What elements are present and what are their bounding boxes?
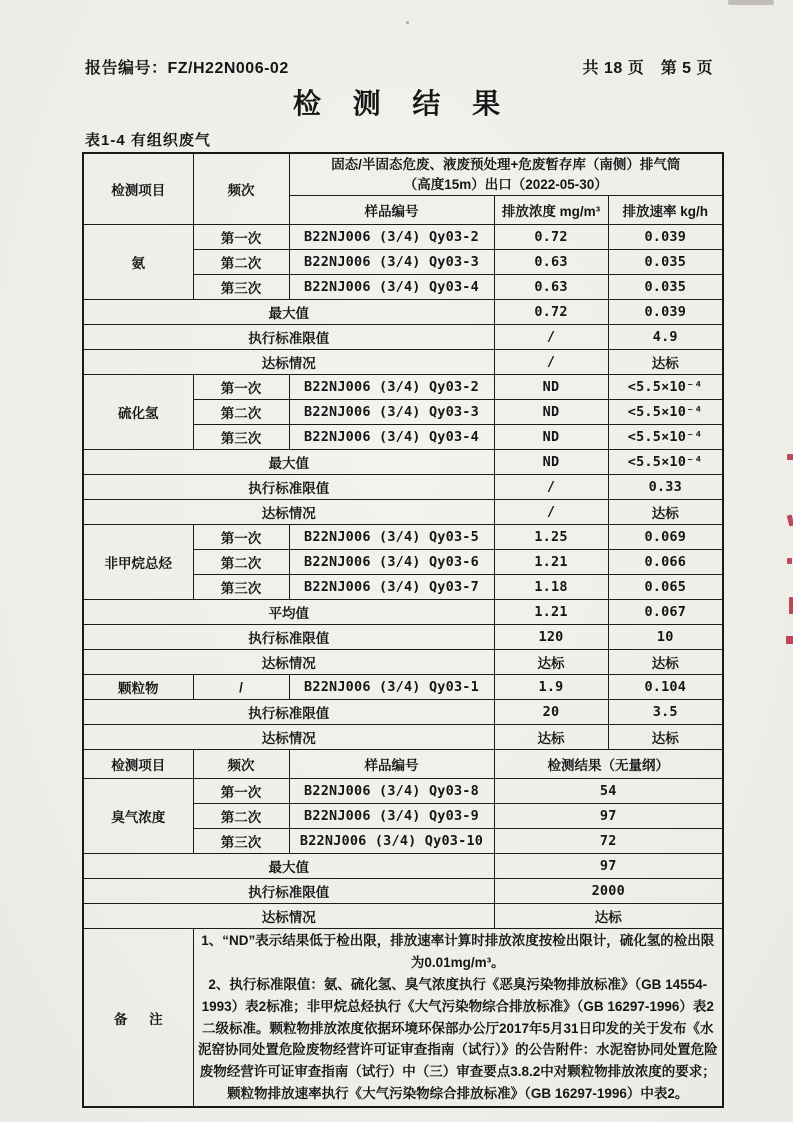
- conc-cell: 0.72: [494, 300, 608, 325]
- summary-label-cell: 执行标准限值: [83, 700, 494, 725]
- conc-cell: ND: [494, 400, 608, 425]
- item-cell: 颗粒物: [83, 675, 193, 700]
- sample-cell: B22NJ006 (3/4) Qy03-6: [289, 550, 494, 575]
- conc-cell: 0.72: [494, 225, 608, 250]
- summary-label-cell: 最大值: [83, 300, 494, 325]
- summary-label-cell: 最大值: [83, 854, 494, 879]
- table-row: [83, 375, 723, 400]
- rate-cell: 4.9: [608, 325, 723, 350]
- sample-cell: B22NJ006 (3/4) Qy03-4: [289, 275, 494, 300]
- sample-cell: B22NJ006 (3/4) Qy03-2: [289, 375, 494, 400]
- table-row: [83, 779, 723, 804]
- summary-label-cell: 达标情况: [83, 650, 494, 675]
- sample-cell: B22NJ006 (3/4) Qy03-9: [289, 804, 494, 829]
- result-cell: 97: [494, 804, 723, 829]
- summary-label-cell: 达标情况: [83, 725, 494, 750]
- item-cell: 氨: [83, 225, 193, 300]
- table-row: [83, 225, 723, 250]
- summary-row: [83, 600, 723, 625]
- item-cell: 非甲烷总烃: [83, 525, 193, 600]
- freq-cell: 第三次: [193, 829, 289, 854]
- header-rate-cell: 排放速率 kg/h: [608, 196, 723, 225]
- sample-cell: B22NJ006 (3/4) Qy03-5: [289, 525, 494, 550]
- sample-cell: B22NJ006 (3/4) Qy03-3: [289, 400, 494, 425]
- stamp-fragment: [787, 558, 792, 564]
- header-sample-cell: 样品编号: [289, 750, 494, 779]
- remark-text-cell: [193, 929, 723, 1107]
- summary-row: [83, 325, 723, 350]
- item-cell: 臭气浓度: [83, 779, 193, 854]
- remark-line-1: 1、“ND”表示结果低于检出限，排放速率计算时排放浓度按检出限计，硫化氢的检出限为0.01mg/m³。: [201, 933, 715, 970]
- freq-cell: 第二次: [193, 550, 289, 575]
- sample-cell: B22NJ006 (3/4) Qy03-2: [289, 225, 494, 250]
- stack-title-line2: （高度15m）出口（2022-05-30）: [403, 176, 608, 192]
- odor-header-row: [83, 750, 723, 779]
- rate-cell: 达标: [608, 500, 723, 525]
- conc-cell: /: [494, 500, 608, 525]
- summary-label-cell: 最大值: [83, 450, 494, 475]
- results-table: [82, 152, 724, 1108]
- conc-cell: 0.63: [494, 250, 608, 275]
- freq-cell: 第三次: [193, 275, 289, 300]
- rate-cell: 达标: [608, 725, 723, 750]
- summary-row: [83, 625, 723, 650]
- rate-cell: 0.065: [608, 575, 723, 600]
- stamp-fragment: [787, 515, 793, 527]
- freq-cell: 第二次: [193, 250, 289, 275]
- report-number: 报告编号：FZ/H22N006-02: [85, 60, 289, 77]
- rate-cell: 0.039: [608, 300, 723, 325]
- freq-cell: 第一次: [193, 375, 289, 400]
- table-row: [83, 675, 723, 700]
- summary-row: [83, 500, 723, 525]
- freq-cell: 第一次: [193, 225, 289, 250]
- sample-cell: B22NJ006 (3/4) Qy03-1: [289, 675, 494, 700]
- stamp-fragment: [787, 454, 793, 460]
- freq-cell: 第三次: [193, 425, 289, 450]
- result-cell: 97: [494, 854, 723, 879]
- freq-cell: 第二次: [193, 400, 289, 425]
- header-result-cell: 检测结果（无量纲）: [494, 750, 723, 779]
- rate-cell: 达标: [608, 350, 723, 375]
- summary-row: [83, 450, 723, 475]
- summary-label-cell: 执行标准限值: [83, 879, 494, 904]
- summary-label-cell: 达标情况: [83, 904, 494, 929]
- result-cell: 2000: [494, 879, 723, 904]
- conc-cell: 1.25: [494, 525, 608, 550]
- conc-cell: 1.21: [494, 600, 608, 625]
- stamp-fragment: [789, 597, 793, 614]
- summary-row: [83, 879, 723, 904]
- remark-line-2: 2、执行标准限值：氨、硫化氢、臭气浓度执行《恶臭污染物排放标准》（GB 14554-1993）表2标准；非甲烷总烃执行《大气污染物综合排放标准》（GB 16297-1996）表2二级标准。颗粒物排放浓度依据环境环保部办公厅2017年5月31日印发的关于发布《水泥窑协同处置危险废物经营许可证审查指南（试行）》的公告附件：水泥窑协同处置危险废物经营许可证审查指南（试行）中（三）审查要点3.8.2中对颗粒物排放浓度的要求；颗粒物排放速率执行《大气污染物综合排放标准》（GB 16297-1996）中表2。: [197, 976, 718, 1102]
- result-cell: 72: [494, 829, 723, 854]
- rate-cell: 0.035: [608, 275, 723, 300]
- stamp-fragment: [786, 636, 793, 644]
- stack-title-line1: 固态/半固态危废、液废预处理+危废暂存库（南侧）排气筒: [331, 157, 681, 172]
- summary-row: [83, 904, 723, 929]
- header-conc-cell: 排放浓度 mg/m³: [494, 196, 608, 225]
- header-stack-cell: [289, 153, 723, 196]
- conc-cell: 1.21: [494, 550, 608, 575]
- freq-cell: 第二次: [193, 804, 289, 829]
- conc-cell: /: [494, 350, 608, 375]
- summary-label-cell: 执行标准限值: [83, 625, 494, 650]
- rate-cell: 0.104: [608, 675, 723, 700]
- summary-row: [83, 350, 723, 375]
- conc-cell: 1.18: [494, 575, 608, 600]
- summary-label-cell: 达标情况: [83, 350, 494, 375]
- rate-cell: 0.069: [608, 525, 723, 550]
- rate-cell: 10: [608, 625, 723, 650]
- header-item-cell: 检测项目: [83, 153, 193, 225]
- conc-cell: 达标: [494, 725, 608, 750]
- conc-cell: 0.63: [494, 275, 608, 300]
- conc-cell: ND: [494, 375, 608, 400]
- summary-label-cell: 平均值: [83, 600, 494, 625]
- summary-row: [83, 854, 723, 879]
- freq-cell: 第一次: [193, 779, 289, 804]
- sample-cell: B22NJ006 (3/4) Qy03-10: [289, 829, 494, 854]
- rate-cell: <5.5×10⁻⁴: [608, 375, 723, 400]
- header-item-cell: 检测项目: [83, 750, 193, 779]
- rate-cell: 0.067: [608, 600, 723, 625]
- item-cell: 硫化氢: [83, 375, 193, 450]
- sample-cell: B22NJ006 (3/4) Qy03-7: [289, 575, 494, 600]
- conc-cell: ND: [494, 425, 608, 450]
- summary-label-cell: 达标情况: [83, 500, 494, 525]
- page-indicator: 共 18 页 第 5 页: [582, 60, 713, 77]
- conc-cell: 1.9: [494, 675, 608, 700]
- rate-cell: <5.5×10⁻⁴: [608, 425, 723, 450]
- header-sample-cell: 样品编号: [289, 196, 494, 225]
- table-header-row: [83, 153, 723, 196]
- rate-cell: 0.066: [608, 550, 723, 575]
- summary-row: [83, 650, 723, 675]
- rate-cell: 3.5: [608, 700, 723, 725]
- conc-cell: /: [494, 475, 608, 500]
- scan-smudge: [728, 0, 774, 5]
- conc-cell: ND: [494, 450, 608, 475]
- rate-cell: <5.5×10⁻⁴: [608, 400, 723, 425]
- remark-label-cell: 备 注: [83, 929, 193, 1107]
- result-cell: 54: [494, 779, 723, 804]
- remark-row: [83, 929, 723, 1107]
- rate-cell: 0.035: [608, 250, 723, 275]
- sample-cell: B22NJ006 (3/4) Qy03-4: [289, 425, 494, 450]
- summary-row: [83, 700, 723, 725]
- summary-label-cell: 执行标准限值: [83, 475, 494, 500]
- table-caption: 表1-4 有组织废气: [85, 132, 211, 149]
- conc-cell: 120: [494, 625, 608, 650]
- freq-cell: 第三次: [193, 575, 289, 600]
- rate-cell: 达标: [608, 650, 723, 675]
- summary-row: [83, 725, 723, 750]
- scan-dot: [406, 21, 409, 24]
- document-header: [85, 55, 713, 78]
- summary-row: [83, 300, 723, 325]
- sample-cell: B22NJ006 (3/4) Qy03-8: [289, 779, 494, 804]
- rate-cell: 0.33: [608, 475, 723, 500]
- sample-cell: B22NJ006 (3/4) Qy03-3: [289, 250, 494, 275]
- summary-row: [83, 475, 723, 500]
- result-cell: 达标: [494, 904, 723, 929]
- conc-cell: /: [494, 325, 608, 350]
- summary-label-cell: 执行标准限值: [83, 325, 494, 350]
- rate-cell: <5.5×10⁻⁴: [608, 450, 723, 475]
- freq-cell: 第一次: [193, 525, 289, 550]
- conc-cell: 达标: [494, 650, 608, 675]
- table-row: [83, 525, 723, 550]
- header-freq-cell: 频次: [193, 153, 289, 225]
- freq-cell: /: [193, 675, 289, 700]
- conc-cell: 20: [494, 700, 608, 725]
- header-freq-cell: 频次: [193, 750, 289, 779]
- rate-cell: 0.039: [608, 225, 723, 250]
- page-title: 检 测 结 果: [292, 88, 513, 119]
